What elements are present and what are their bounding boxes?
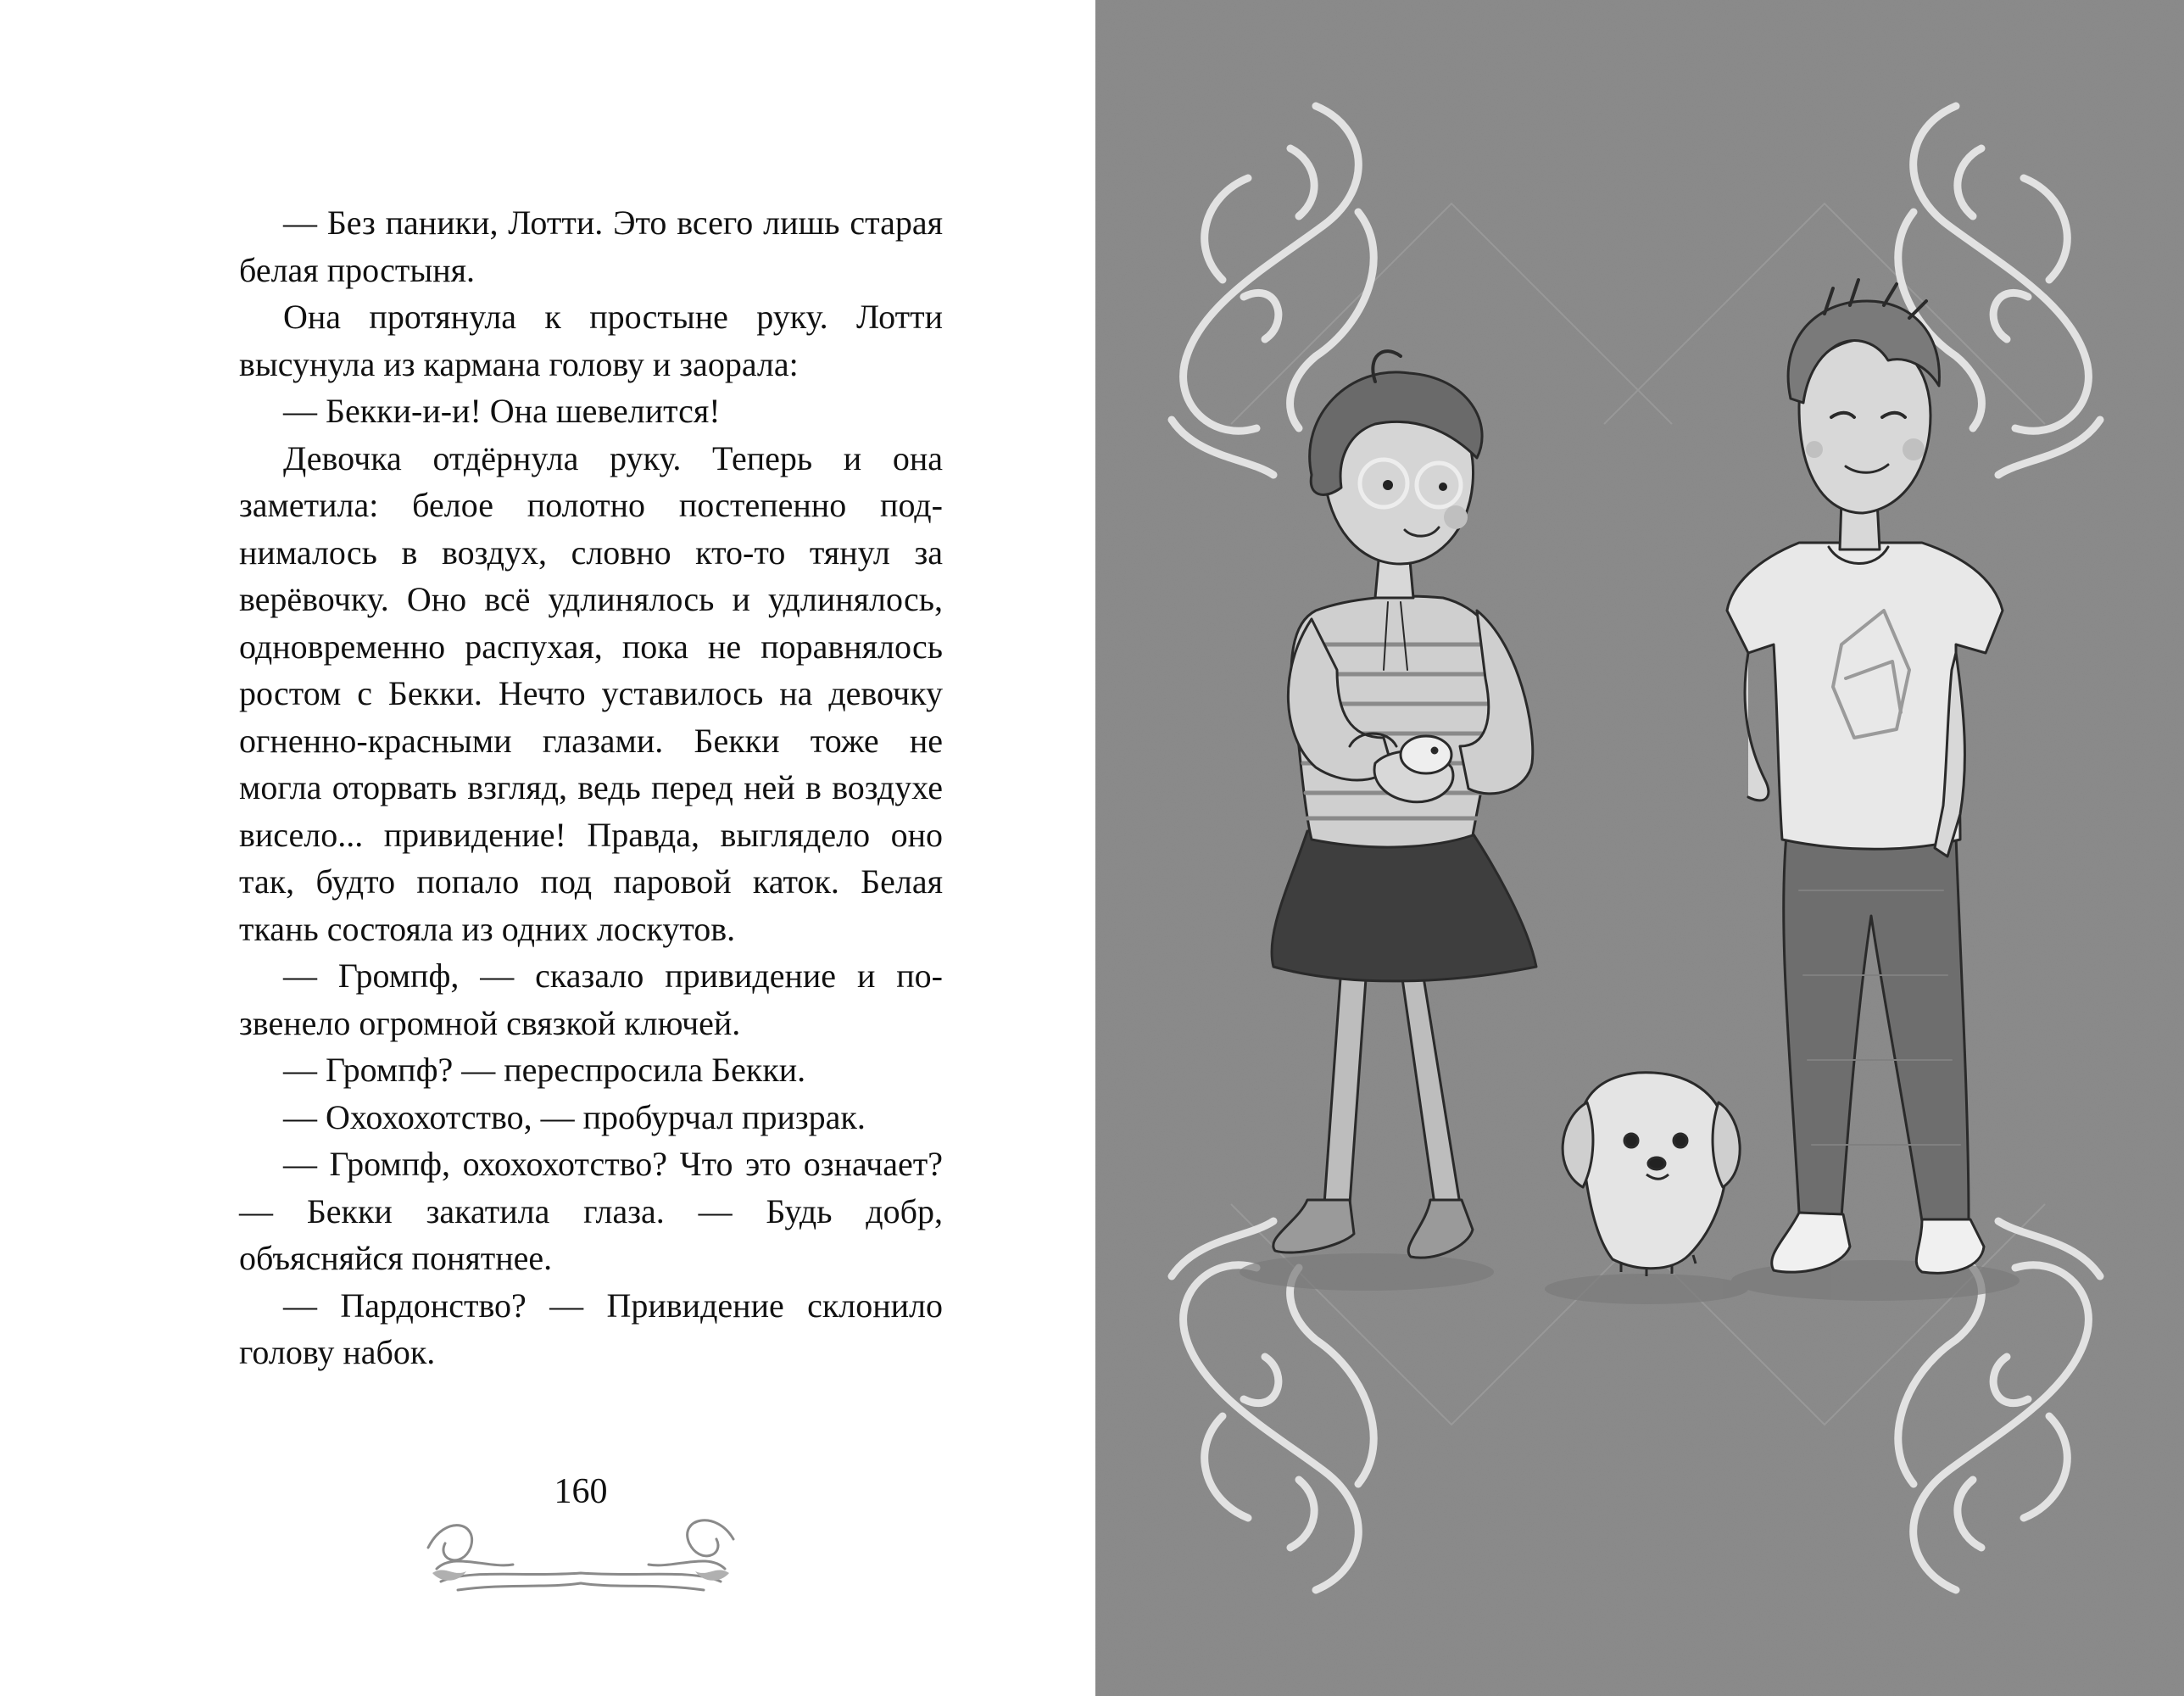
page-number: 160 (554, 1472, 608, 1511)
paragraph: Она протянула к простыне руку. Лотти высунула из кармана голову и заорала: (239, 298, 943, 383)
paragraph: — Бекки-и-и! Она шевелится! (283, 392, 721, 430)
paragraph: — Громпф, — сказало привидение и позвенело огромной связкой ключей. (239, 957, 943, 1042)
illustration-page (1095, 0, 2184, 1696)
paragraph: — Громпф, охохохотство? Что это означает? — Бекки закатила глаза. — Будь добр, объясняйся понятнее. (239, 1145, 943, 1277)
paragraph: — Громпф? — переспросила Бекки. (283, 1051, 806, 1089)
paragraph: Девочка отдёрнула руку. Теперь и она заметила: белое полотно постепенно поднималось в воздух, словно кто-то тянул за верёвочку. Оно всё удлинялось и удлинялось, одновременно распухая, пока не поравнялось ростом с Бекки. Нечто уставилось на девочку огненно-красными глазами. Бекки тоже не могла оторвать взгляд, ведь перед ней в воздухе висело... привидение! Правда, выглядело оно так, будто попало под паровой каток. Белая ткань состояла из одних лоскутов. (239, 438, 943, 948)
page-footer (420, 1471, 742, 1598)
paragraph: — Пардонство? — Привидение склонило голову набок. (239, 1286, 943, 1371)
body-text (239, 199, 943, 1376)
paragraph: — Охохохотство, — пробурчал призрак. (283, 1097, 866, 1136)
paragraph: — Без паники, Лотти. Это всего лишь старая белая простыня. (239, 204, 943, 289)
illustration (1095, 0, 2184, 1696)
